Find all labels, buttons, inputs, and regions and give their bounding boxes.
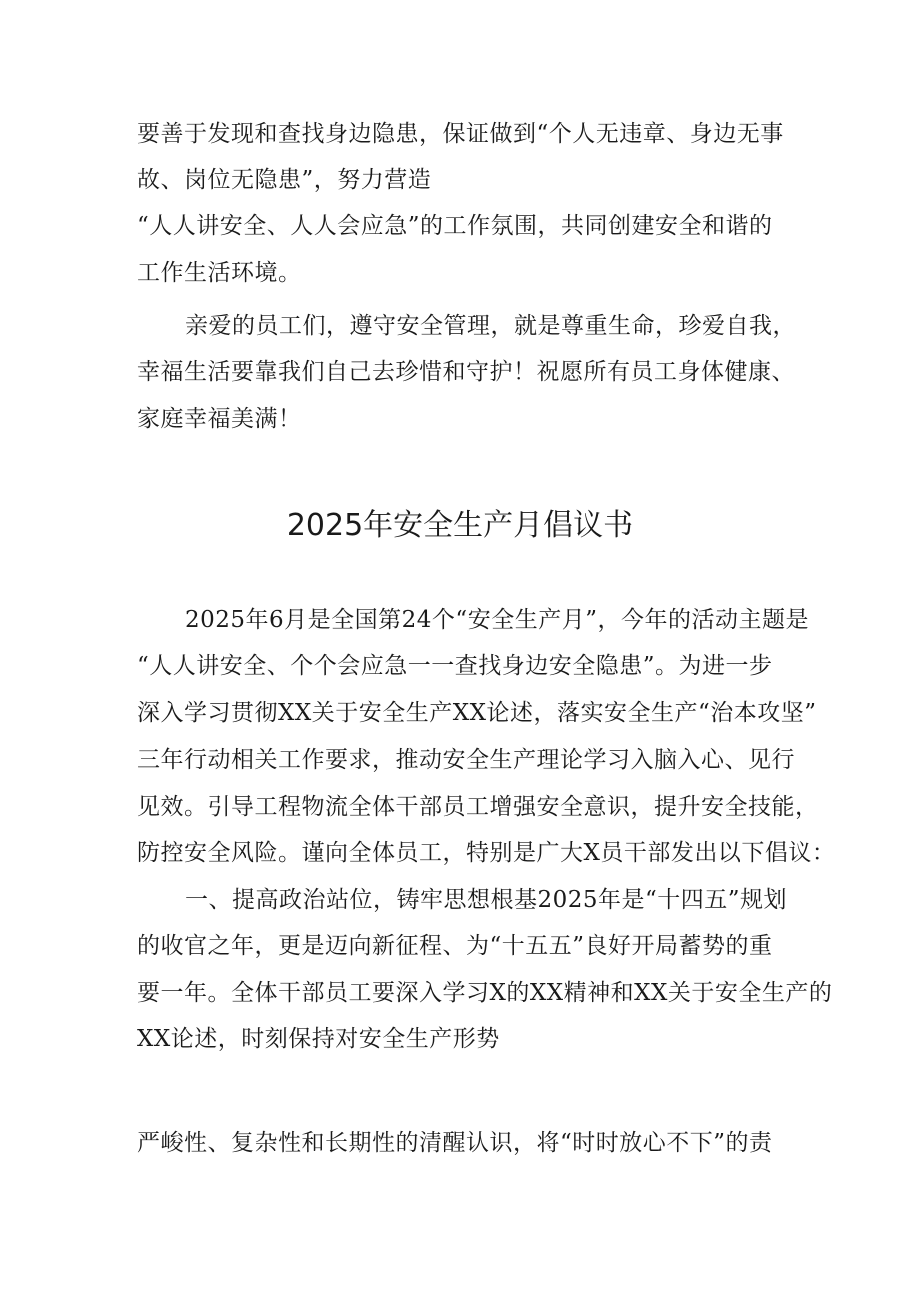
paragraph-line: 亲爱的员工们，遵守安全管理，就是尊重生命，珍爱自我， xyxy=(185,313,796,339)
document-title: 2025年安全生产月倡议书 xyxy=(286,508,634,543)
paragraph-line: 一、提高政治站位，铸牢思想根基2025年是“十四五”规划 xyxy=(185,887,788,913)
paragraph-line: 的收官之年，更是迈向新征程、为“十五五”良好开局蓄势的重 xyxy=(137,933,773,959)
paragraph-line: 要一年。全体干部员工要深入学习X的XX精神和XX关于安全生产的 xyxy=(137,980,833,1006)
paragraph-line: 见效。引导工程物流全体干部员工增强安全意识，提升安全技能， xyxy=(137,794,819,820)
paragraph-line: 深入学习贯彻XX关于安全生产XX论述，落实安全生产“治本攻坚” xyxy=(137,700,817,726)
paragraph-line: 要善于发现和查找身边隐患，保证做到“个人无违章、身边无事 xyxy=(137,121,784,147)
paragraph-line: “人人讲安全、人人会应急”的工作氛围，共同创建安全和谐的 xyxy=(137,213,773,239)
paragraph-line: 故、岗位无隐患”，努力营造 xyxy=(137,167,432,193)
paragraph-line: 2025年6月是全国第24个“安全生产月”，今年的活动主题是 xyxy=(185,607,809,633)
paragraph-line: 防控安全风险。谨向全体员工，特别是广大X员干部发出以下倡议： xyxy=(137,840,836,866)
paragraph-line: 家庭幸福美满！ xyxy=(137,406,302,432)
paragraph-line: 幸福生活要靠我们自己去珍惜和守护！祝愿所有员工身体健康、 xyxy=(137,359,795,385)
paragraph-line: XX论述，时刻保持对安全生产形势 xyxy=(137,1026,500,1052)
paragraph-line: 严峻性、复杂性和长期性的清醒认识，将“时时放心不下”的责 xyxy=(137,1130,773,1156)
paragraph-line: “人人讲安全、个个会应急一一查找身边安全隐患”。为进一步 xyxy=(137,653,773,679)
paragraph-line: 工作生活环境。 xyxy=(137,260,302,286)
paragraph-line: 三年行动相关工作要求，推动安全生产理论学习入脑入心、见行 xyxy=(137,747,795,773)
